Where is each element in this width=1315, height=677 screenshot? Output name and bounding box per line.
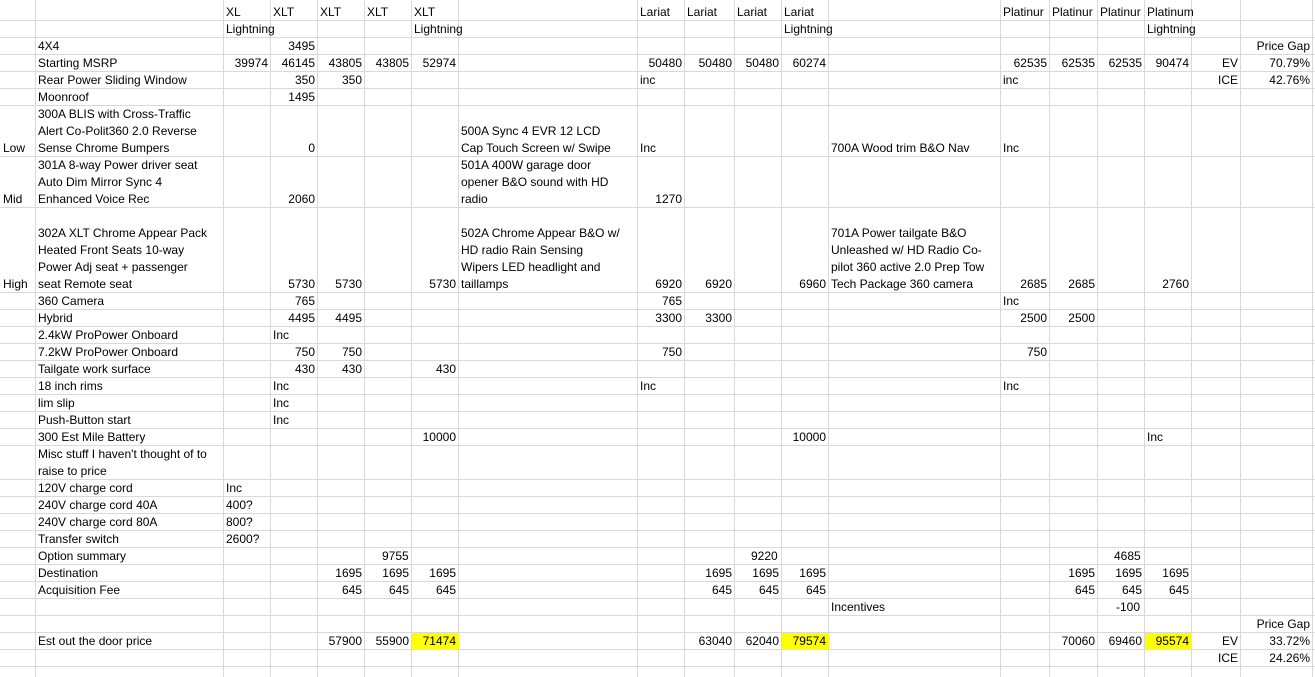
- cell[interactable]: 400?: [226, 498, 253, 512]
- cell[interactable]: 2685: [1068, 277, 1095, 291]
- row-label[interactable]: Auto Dim Mirror Sync 4: [38, 175, 163, 189]
- header-lightning[interactable]: Lightning: [1147, 22, 1196, 36]
- price-gap-label[interactable]: Price Gap: [1256, 39, 1310, 53]
- row-label[interactable]: Heated Front Seats 10-way: [38, 243, 185, 257]
- row-label[interactable]: Sense Chrome Bumpers: [38, 141, 170, 155]
- cell[interactable]: 1495: [288, 90, 315, 104]
- cell[interactable]: 430: [341, 362, 362, 376]
- header-lightning[interactable]: Lightning: [414, 22, 463, 36]
- cell[interactable]: 1695: [1068, 566, 1095, 580]
- cell[interactable]: 2060: [288, 192, 315, 206]
- package-desc[interactable]: Tech Package 360 camera: [831, 277, 974, 291]
- header-platinum-lightning[interactable]: Platinum: [1147, 5, 1194, 19]
- row-label[interactable]: 2.4kW ProPower Onboard: [38, 328, 179, 342]
- cell[interactable]: 6920: [655, 277, 682, 291]
- cell[interactable]: 2600?: [226, 532, 260, 546]
- cell[interactable]: inc: [1003, 73, 1019, 87]
- cell[interactable]: 765: [661, 294, 682, 308]
- row-label[interactable]: Option summary: [38, 549, 127, 563]
- row-label[interactable]: 301A 8-way Power driver seat: [38, 158, 198, 172]
- cell[interactable]: 1695: [1162, 566, 1189, 580]
- highlighted-cell[interactable]: 79574: [782, 633, 829, 650]
- cell[interactable]: 750: [341, 345, 362, 359]
- ice-label[interactable]: ICE: [1217, 73, 1238, 87]
- cell[interactable]: -100: [1116, 600, 1141, 614]
- row-label[interactable]: Transfer switch: [38, 532, 119, 546]
- package-desc[interactable]: opener B&O sound with HD: [461, 175, 609, 189]
- row-label[interactable]: Alert Co-Polit360 2.0 Reverse: [38, 124, 197, 138]
- tier-label[interactable]: High: [3, 277, 28, 291]
- row-label[interactable]: 240V charge cord 40A: [38, 498, 158, 512]
- ice-label[interactable]: ICE: [1217, 651, 1238, 665]
- row-label[interactable]: Enhanced Voice Rec: [38, 192, 150, 206]
- cell[interactable]: 430: [294, 362, 315, 376]
- cell[interactable]: 2500: [1068, 311, 1095, 325]
- row-label[interactable]: seat Remote seat: [38, 277, 133, 291]
- row-label[interactable]: 4X4: [38, 39, 60, 53]
- cell[interactable]: 62535: [1108, 56, 1142, 70]
- cell[interactable]: 1695: [752, 566, 779, 580]
- header-xlt-lightning[interactable]: XLT: [414, 5, 436, 19]
- cell[interactable]: 5730: [335, 277, 362, 291]
- cell[interactable]: Inc: [640, 379, 657, 393]
- row-label[interactable]: Tailgate work surface: [38, 362, 151, 376]
- package-desc[interactable]: 500A Sync 4 EVR 12 LCD: [461, 124, 601, 138]
- cell[interactable]: 750: [661, 345, 682, 359]
- cell[interactable]: 3300: [705, 311, 732, 325]
- cell[interactable]: 9220: [751, 549, 778, 563]
- header-platinum[interactable]: Platinur: [1003, 5, 1044, 19]
- cell[interactable]: 645: [1168, 583, 1189, 597]
- header-xlt[interactable]: XLT: [367, 5, 389, 19]
- cell[interactable]: 62535: [1061, 56, 1095, 70]
- row-label[interactable]: 120V charge cord: [38, 481, 133, 495]
- row-label[interactable]: Acquisition Fee: [38, 583, 121, 597]
- cell[interactable]: 645: [805, 583, 826, 597]
- ice-gap-percent[interactable]: 42.76%: [1269, 73, 1310, 87]
- package-desc[interactable]: pilot 360 active 2.0 Prep Tow: [831, 260, 985, 274]
- package-desc[interactable]: taillamps: [461, 277, 509, 291]
- tier-label[interactable]: Mid: [3, 192, 23, 206]
- row-label[interactable]: 240V charge cord 80A: [38, 515, 158, 529]
- cell[interactable]: 1270: [655, 192, 682, 206]
- row-label[interactable]: Incentives: [831, 600, 886, 614]
- cell[interactable]: 39974: [234, 56, 268, 70]
- highlighted-cell[interactable]: 71474: [412, 633, 459, 650]
- package-desc[interactable]: 700A Wood trim B&O Nav: [831, 141, 970, 155]
- cell[interactable]: 800?: [226, 515, 253, 529]
- cell[interactable]: 645: [388, 583, 409, 597]
- cell[interactable]: 1695: [335, 566, 362, 580]
- cell[interactable]: Inc: [1003, 379, 1020, 393]
- cell[interactable]: 70060: [1061, 634, 1095, 648]
- cell[interactable]: 2760: [1162, 277, 1189, 291]
- header-xlt[interactable]: XLT: [320, 5, 342, 19]
- cell[interactable]: 43805: [375, 56, 409, 70]
- cell[interactable]: 60274: [792, 56, 826, 70]
- cell[interactable]: 50480: [648, 56, 682, 70]
- tier-label[interactable]: Low: [3, 141, 26, 155]
- cell[interactable]: 750: [1026, 345, 1047, 359]
- ev-gap-percent[interactable]: 70.79%: [1269, 56, 1310, 70]
- cell[interactable]: Inc: [273, 328, 290, 342]
- cell[interactable]: 10000: [792, 430, 826, 444]
- package-desc[interactable]: Wipers LED headlight and: [461, 260, 601, 274]
- cell[interactable]: 3300: [655, 311, 682, 325]
- row-label[interactable]: Starting MSRP: [38, 56, 118, 70]
- cell[interactable]: 6920: [705, 277, 732, 291]
- header-platinum[interactable]: Platinur: [1100, 5, 1141, 19]
- cell[interactable]: 350: [294, 73, 315, 87]
- cell[interactable]: Inc: [273, 413, 290, 427]
- cell[interactable]: 46145: [281, 56, 315, 70]
- price-gap-label[interactable]: Price Gap: [1256, 617, 1310, 631]
- row-label[interactable]: 302A XLT Chrome Appear Pack: [38, 226, 207, 240]
- cell[interactable]: 350: [341, 73, 362, 87]
- row-label[interactable]: 18 inch rims: [38, 379, 103, 393]
- header-xl[interactable]: XL: [226, 5, 241, 19]
- header-xlt[interactable]: XLT: [273, 5, 295, 19]
- cell[interactable]: 645: [435, 583, 456, 597]
- header-lariat[interactable]: Lariat: [687, 5, 718, 19]
- cell[interactable]: 1695: [1115, 566, 1142, 580]
- ev-gap-percent[interactable]: 33.72%: [1269, 634, 1310, 648]
- cell[interactable]: Inc: [1003, 294, 1020, 308]
- cell[interactable]: 0: [308, 141, 315, 155]
- header-lariat[interactable]: Lariat: [737, 5, 768, 19]
- row-label[interactable]: Est out the door price: [38, 634, 153, 648]
- ev-label[interactable]: EV: [1221, 634, 1238, 648]
- row-label[interactable]: Rear Power Sliding Window: [38, 73, 187, 87]
- cell[interactable]: 57900: [328, 634, 362, 648]
- package-desc[interactable]: radio: [461, 192, 488, 206]
- row-label[interactable]: Push-Button start: [38, 413, 131, 427]
- cell[interactable]: 90474: [1155, 56, 1189, 70]
- cell[interactable]: 69460: [1108, 634, 1142, 648]
- cell[interactable]: 43805: [328, 56, 362, 70]
- cell[interactable]: 62535: [1013, 56, 1047, 70]
- row-label[interactable]: Hybrid: [38, 311, 73, 325]
- cell[interactable]: Inc: [226, 481, 243, 495]
- cell[interactable]: 2685: [1020, 277, 1047, 291]
- cell[interactable]: 645: [758, 583, 779, 597]
- cell[interactable]: 4495: [335, 311, 362, 325]
- row-label[interactable]: 360 Camera: [38, 294, 105, 308]
- cell[interactable]: 645: [341, 583, 362, 597]
- row-label[interactable]: Misc stuff I haven't thought of to: [38, 447, 207, 461]
- package-desc[interactable]: Unleashed w/ HD Radio Co-: [831, 243, 982, 257]
- ev-label[interactable]: EV: [1221, 56, 1238, 70]
- cell[interactable]: 62040: [745, 634, 779, 648]
- row-label[interactable]: 7.2kW ProPower Onboard: [38, 345, 179, 359]
- cell[interactable]: Inc: [1147, 430, 1164, 444]
- cell[interactable]: 1695: [429, 566, 456, 580]
- row-label[interactable]: Power Adj seat + passenger: [38, 260, 188, 274]
- cell[interactable]: Inc: [273, 396, 290, 410]
- cell[interactable]: Inc: [273, 379, 290, 393]
- package-desc[interactable]: 501A 400W garage door: [461, 158, 592, 172]
- cell[interactable]: Inc: [1003, 141, 1020, 155]
- cell[interactable]: 3495: [288, 39, 315, 53]
- cell[interactable]: 4495: [288, 311, 315, 325]
- cell[interactable]: 50480: [698, 56, 732, 70]
- cell[interactable]: 1695: [705, 566, 732, 580]
- cell[interactable]: 10000: [422, 430, 456, 444]
- package-desc[interactable]: Cap Touch Screen w/ Swipe: [461, 141, 611, 155]
- header-lariat[interactable]: Lariat: [640, 5, 671, 19]
- package-desc[interactable]: HD radio Rain Sensing: [461, 243, 584, 257]
- header-lariat-lightning[interactable]: Lariat: [784, 5, 815, 19]
- row-label[interactable]: Destination: [38, 566, 99, 580]
- row-label[interactable]: 300A BLIS with Cross-Traffic: [38, 107, 191, 121]
- cell[interactable]: 750: [294, 345, 315, 359]
- row-label[interactable]: lim slip: [38, 396, 75, 410]
- row-label[interactable]: 300 Est Mile Battery: [38, 430, 146, 444]
- cell[interactable]: 63040: [698, 634, 732, 648]
- cell[interactable]: Inc: [640, 141, 657, 155]
- row-label[interactable]: Moonroof: [38, 90, 89, 104]
- cell[interactable]: 765: [294, 294, 315, 308]
- cell[interactable]: 1695: [382, 566, 409, 580]
- cell[interactable]: 4685: [1114, 549, 1141, 563]
- ice-gap-percent[interactable]: 24.26%: [1269, 651, 1310, 665]
- cell[interactable]: 5730: [288, 277, 315, 291]
- cell[interactable]: inc: [640, 73, 656, 87]
- header-platinum[interactable]: Platinur: [1052, 5, 1093, 19]
- cell[interactable]: 5730: [429, 277, 456, 291]
- header-lightning[interactable]: Lightning: [784, 22, 833, 36]
- cell[interactable]: 645: [1074, 583, 1095, 597]
- cell[interactable]: 9755: [382, 549, 409, 563]
- highlighted-cell[interactable]: 95574: [1145, 633, 1192, 650]
- row-label[interactable]: raise to price: [38, 464, 107, 478]
- cell[interactable]: 2500: [1020, 311, 1047, 325]
- package-desc[interactable]: 701A Power tailgate B&O: [831, 226, 967, 240]
- cell[interactable]: 1695: [799, 566, 826, 580]
- cell[interactable]: 645: [711, 583, 732, 597]
- cell[interactable]: 430: [435, 362, 456, 376]
- cell[interactable]: 6960: [799, 277, 826, 291]
- cell[interactable]: 55900: [375, 634, 409, 648]
- cell[interactable]: 50480: [745, 56, 779, 70]
- cell[interactable]: 52974: [422, 56, 456, 70]
- header-lightning[interactable]: Lightning: [226, 22, 275, 36]
- package-desc[interactable]: 502A Chrome Appear B&O w/: [461, 226, 620, 240]
- cell[interactable]: 645: [1121, 583, 1142, 597]
